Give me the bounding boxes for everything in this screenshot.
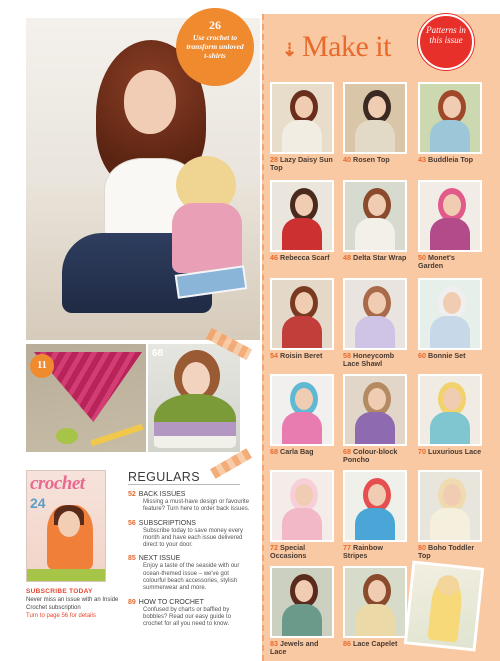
pattern-card[interactable] xyxy=(343,374,407,465)
pattern-card[interactable] xyxy=(343,470,407,561)
pattern-card[interactable] xyxy=(270,82,334,173)
cover-issue-number: 24 xyxy=(30,495,46,511)
pattern-name: Delta Star Wrap xyxy=(353,253,407,262)
pattern-photo xyxy=(343,566,407,638)
pattern-name: Lace Capelet xyxy=(353,639,398,648)
regulars-item-desc: Subscribe today to save money every month and have each issue delivered direct to your door. xyxy=(143,527,244,549)
pattern-photo xyxy=(418,180,482,252)
pattern-page: 28 xyxy=(270,155,278,164)
cowl-photo[interactable] xyxy=(148,344,240,452)
pattern-card[interactable] xyxy=(270,470,334,561)
regulars-title: REGULARS xyxy=(128,470,200,484)
regulars-item[interactable] xyxy=(128,490,250,514)
regulars-item-desc: Confused by charts or baffled by bobbles? Read our easy guide to crochet for all you need to know. xyxy=(143,606,232,628)
pattern-photo xyxy=(343,82,407,154)
pattern-photo xyxy=(270,374,334,446)
regulars-item-desc: Enjoy a taste of the seaside with our ocean-themed issue – we've got colourful beach accessories, stylish summerwear and more. xyxy=(143,563,240,592)
pattern-caption xyxy=(418,156,482,164)
pattern-photo xyxy=(343,374,407,446)
regulars-list xyxy=(128,490,250,634)
pattern-card[interactable] xyxy=(343,278,407,369)
regulars-item[interactable] xyxy=(128,554,250,592)
pattern-caption xyxy=(343,448,407,465)
make-it-title: Make it xyxy=(302,30,391,63)
pattern-card[interactable] xyxy=(343,566,407,648)
pattern-caption xyxy=(418,352,482,360)
pattern-page: 72 xyxy=(270,543,278,552)
pattern-card[interactable] xyxy=(270,566,334,657)
pattern-photo xyxy=(270,82,334,154)
regulars-item-page: 56 xyxy=(128,519,136,527)
pattern-card[interactable] xyxy=(270,374,334,456)
regulars-item-page: 89 xyxy=(128,598,136,606)
pattern-page: 80 xyxy=(418,543,426,552)
pattern-page: 58 xyxy=(343,351,351,360)
pattern-caption xyxy=(343,544,407,561)
pattern-caption xyxy=(343,254,407,262)
pattern-photo xyxy=(270,278,334,350)
subscribe-body: Never miss an issue with an Inside Crochet subscription xyxy=(26,597,119,611)
patterns-badge: Patterns in this issue xyxy=(418,14,474,70)
pattern-page: 68 xyxy=(270,447,278,456)
pattern-photo xyxy=(418,278,482,350)
regulars-item-title: BACK ISSUES xyxy=(138,491,186,498)
cover-brand: crochet xyxy=(30,473,85,494)
regulars-item[interactable] xyxy=(128,598,250,629)
pattern-caption xyxy=(270,544,334,561)
pattern-page: 43 xyxy=(418,155,426,164)
pattern-caption xyxy=(270,448,334,456)
pattern-name: Bonnie Set xyxy=(428,351,466,360)
pattern-caption xyxy=(270,640,334,657)
pattern-name: Colour-block Poncho xyxy=(343,447,398,465)
pattern-caption xyxy=(270,156,334,173)
pattern-page: 46 xyxy=(270,253,278,262)
pattern-card[interactable] xyxy=(343,82,407,164)
pattern-name: Luxurious Lace xyxy=(428,447,482,456)
pattern-photo xyxy=(270,470,334,542)
shawl-photo[interactable] xyxy=(26,344,146,452)
pattern-name: Jewels and Lace xyxy=(270,639,319,657)
pattern-caption xyxy=(343,352,407,369)
subscribe-link[interactable]: Turn to page 56 for details xyxy=(26,613,96,619)
regulars-item-title: SUBSCRIPTIONS xyxy=(138,519,196,527)
pattern-name: Honeycomb Lace Shawl xyxy=(343,351,395,369)
pattern-page: 48 xyxy=(343,253,351,262)
cowl-page-tag: 68 xyxy=(152,348,164,359)
regulars-item-page: 85 xyxy=(128,555,136,563)
pattern-photo xyxy=(343,470,407,542)
pattern-page: 60 xyxy=(418,351,426,360)
pattern-photo xyxy=(418,82,482,154)
subscribe-heading: SUBSCRIBE TODAY xyxy=(26,588,93,595)
pattern-name: Roisin Beret xyxy=(280,351,323,360)
pattern-card[interactable] xyxy=(418,278,482,360)
pattern-photo xyxy=(418,374,482,446)
pattern-caption xyxy=(418,448,482,456)
pattern-caption xyxy=(418,254,482,271)
hero-badge-number: 26 xyxy=(209,18,221,32)
pattern-page: 54 xyxy=(270,351,278,360)
regulars-item-title: NEXT ISSUE xyxy=(138,555,181,563)
arrow-down-icon: ⇣ xyxy=(282,40,298,60)
pattern-name: Lazy Daisy Sun Top xyxy=(270,155,333,173)
pattern-caption xyxy=(270,254,334,262)
pattern-card[interactable] xyxy=(343,180,407,262)
pattern-name: Special Occasions xyxy=(270,543,307,561)
hero-badge[interactable] xyxy=(176,8,254,86)
pattern-name: Boho Toddler Top xyxy=(418,543,475,561)
toddler-photo[interactable] xyxy=(404,560,484,651)
magazine-cover[interactable] xyxy=(26,470,106,582)
hero-badge-text: Use crochet to transform unloved t-shirts xyxy=(186,33,244,60)
pattern-photo xyxy=(418,470,482,542)
regulars-item-desc: Missing a must-have design or favourite feature? Turn here to order back issues. xyxy=(143,499,250,513)
pattern-card[interactable] xyxy=(418,82,482,164)
pattern-photo xyxy=(343,180,407,252)
pattern-page: 83 xyxy=(270,639,278,648)
pattern-name: Buddleia Top xyxy=(428,155,473,164)
pattern-caption xyxy=(270,352,334,360)
regulars-item-page: 52 xyxy=(128,491,136,498)
shawl-page-tag: 11 xyxy=(30,354,54,378)
pattern-page: 77 xyxy=(343,543,351,552)
pattern-card[interactable] xyxy=(418,470,482,561)
pattern-caption xyxy=(418,544,482,561)
pattern-card[interactable] xyxy=(270,180,334,262)
regulars-item-title: HOW TO CROCHET xyxy=(138,598,204,606)
pattern-name: Carla Bag xyxy=(280,447,314,456)
pattern-page: 86 xyxy=(343,639,351,648)
pattern-page: 70 xyxy=(418,447,426,456)
pattern-caption xyxy=(343,640,407,648)
pattern-caption xyxy=(343,156,407,164)
pattern-name: Rosen Top xyxy=(353,155,390,164)
pattern-page: 40 xyxy=(343,155,351,164)
washi-tape-decoration xyxy=(210,448,252,479)
pattern-card[interactable] xyxy=(270,278,334,360)
pattern-photo xyxy=(270,566,334,638)
regulars-item[interactable] xyxy=(128,519,250,550)
pattern-photo xyxy=(343,278,407,350)
pattern-name: Rebecca Scarf xyxy=(280,253,330,262)
pattern-name: Rainbow Stripes xyxy=(343,543,383,561)
regulars-divider xyxy=(128,484,240,485)
pattern-name: Monet's Garden xyxy=(418,253,455,271)
pattern-card[interactable] xyxy=(418,374,482,456)
pattern-photo xyxy=(270,180,334,252)
pattern-page: 50 xyxy=(418,253,426,262)
pattern-card[interactable] xyxy=(418,180,482,271)
pattern-page: 68 xyxy=(343,447,351,456)
